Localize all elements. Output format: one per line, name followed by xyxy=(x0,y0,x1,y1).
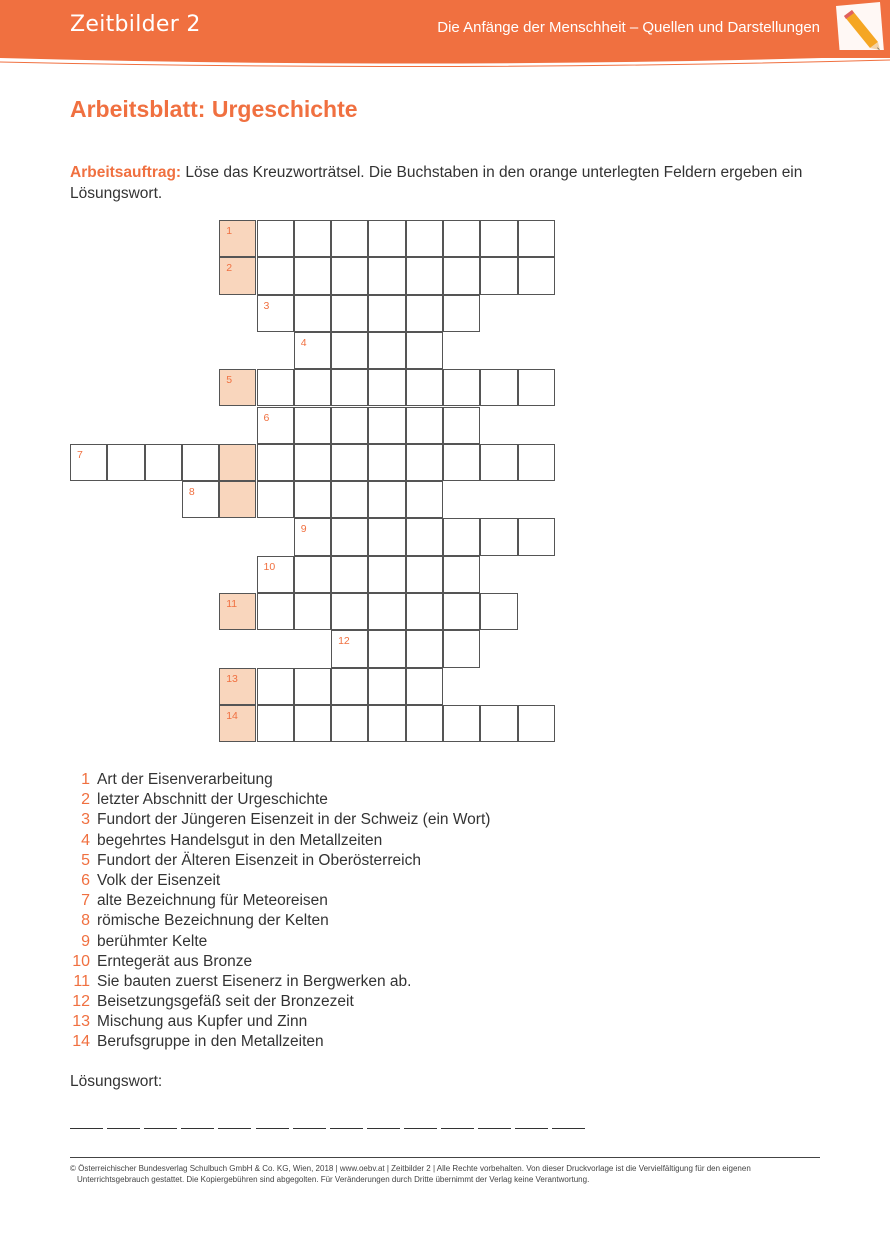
crossword-cell[interactable] xyxy=(331,668,368,705)
crossword-cell[interactable] xyxy=(257,220,294,257)
clue-number: 5 xyxy=(81,851,90,869)
clue-number: 9 xyxy=(81,932,90,950)
clue-text: Sie bauten zuerst Eisenerz in Bergwerken ab. xyxy=(97,972,412,990)
crossword-cell[interactable] xyxy=(182,481,219,518)
clue-item xyxy=(70,952,490,972)
clue-number: 4 xyxy=(300,336,307,349)
clue-item xyxy=(70,871,490,891)
solution-blank[interactable] xyxy=(478,1128,511,1129)
crossword-cell[interactable] xyxy=(406,295,443,332)
crossword-cell[interactable] xyxy=(257,705,294,742)
crossword-cell[interactable] xyxy=(70,444,107,481)
crossword-cell[interactable] xyxy=(518,444,555,481)
clue-text: Berufsgruppe in den Metallzeiten xyxy=(97,1033,324,1051)
solution-blank[interactable] xyxy=(181,1128,214,1129)
crossword-cell[interactable] xyxy=(406,369,443,406)
crossword-cell[interactable] xyxy=(443,593,480,630)
crossword-cell[interactable] xyxy=(182,444,219,481)
clue-number: 6 xyxy=(263,411,270,424)
crossword-cell[interactable] xyxy=(443,257,480,294)
solution-blank[interactable] xyxy=(441,1128,474,1129)
crossword-cell[interactable] xyxy=(368,295,405,332)
crossword-cell[interactable] xyxy=(294,518,331,555)
crossword-cell[interactable] xyxy=(219,593,256,630)
solution-blank[interactable] xyxy=(367,1128,400,1129)
clue-number: 5 xyxy=(226,374,233,387)
crossword-cell[interactable] xyxy=(406,257,443,294)
crossword-cell[interactable] xyxy=(219,257,256,294)
clue-text: Fundort der Älteren Eisenzeit in Oberösterreich xyxy=(97,851,421,869)
crossword-cell[interactable] xyxy=(368,518,405,555)
clue-item xyxy=(70,891,490,911)
crossword-cell[interactable] xyxy=(219,705,256,742)
clue-number: 6 xyxy=(81,871,90,889)
crossword-cell[interactable] xyxy=(331,407,368,444)
crossword-cell[interactable] xyxy=(518,705,555,742)
footer-divider xyxy=(70,1157,820,1158)
clue-list xyxy=(70,770,490,1053)
crossword-cell[interactable] xyxy=(406,630,443,667)
crossword-cell[interactable] xyxy=(294,444,331,481)
crossword-cell[interactable] xyxy=(145,444,182,481)
crossword-cell[interactable] xyxy=(518,220,555,257)
crossword-cell[interactable] xyxy=(406,668,443,705)
crossword-cell[interactable] xyxy=(368,630,405,667)
crossword-cell[interactable] xyxy=(406,518,443,555)
crossword-cell[interactable] xyxy=(406,593,443,630)
crossword-cell[interactable] xyxy=(368,220,405,257)
crossword-cell[interactable] xyxy=(294,332,331,369)
clue-item xyxy=(70,851,490,871)
solution-blank[interactable] xyxy=(107,1128,140,1129)
crossword-cell[interactable] xyxy=(294,481,331,518)
clue-number: 1 xyxy=(226,225,233,237)
crossword-cell[interactable] xyxy=(368,556,405,593)
crossword-cell[interactable] xyxy=(294,593,331,630)
clue-item xyxy=(70,1032,490,1052)
clue-number: 7 xyxy=(81,892,90,910)
crossword-cell[interactable] xyxy=(518,257,555,294)
crossword-cell[interactable] xyxy=(406,705,443,742)
crossword-cell[interactable] xyxy=(443,705,480,742)
clue-number: 13 xyxy=(72,1013,90,1031)
crossword-cell[interactable] xyxy=(219,444,256,481)
clue-number: 10 xyxy=(263,560,276,573)
chapter-subtitle: Die Anfänge der Menschheit – Quellen und Darstellungen xyxy=(437,19,820,36)
solution-blank[interactable] xyxy=(404,1128,437,1129)
crossword-cell[interactable] xyxy=(331,220,368,257)
crossword-cell[interactable] xyxy=(294,556,331,593)
crossword-cell[interactable] xyxy=(480,220,517,257)
crossword-cell[interactable] xyxy=(368,332,405,369)
crossword-cell[interactable] xyxy=(331,593,368,630)
crossword-cell[interactable] xyxy=(518,518,555,555)
crossword-cell[interactable] xyxy=(443,295,480,332)
crossword-cell[interactable] xyxy=(219,369,256,406)
crossword-cell[interactable] xyxy=(331,257,368,294)
clue-number: 12 xyxy=(72,993,90,1011)
clue-item xyxy=(70,831,490,851)
crossword-cell[interactable] xyxy=(406,481,443,518)
crossword-cell[interactable] xyxy=(443,444,480,481)
clue-number: 11 xyxy=(73,972,90,990)
clue-item xyxy=(70,932,490,952)
footer-line: © Österreichischer Bundesverlag Schulbuch GmbH & Co. KG, Wien, 2018 | www.oebv.at | Zeitbilder 2 | Alle Rechte vorbehalten. Von dieser Druckvorlage ist die Vervielfältigung für den eigenen xyxy=(70,1164,751,1173)
crossword-cell[interactable] xyxy=(219,668,256,705)
clue-number: 2 xyxy=(226,262,233,275)
crossword-cell[interactable] xyxy=(257,444,294,481)
clue-number: 14 xyxy=(226,709,238,722)
crossword-cell[interactable] xyxy=(219,481,256,518)
crossword-cell[interactable] xyxy=(257,407,294,444)
crossword-cell[interactable] xyxy=(331,518,368,555)
crossword-cell[interactable] xyxy=(406,444,443,481)
clue-text: Fundort der Jüngeren Eisenzeit in der Schweiz (ein Wort) xyxy=(97,811,491,829)
crossword-cell[interactable] xyxy=(331,705,368,742)
crossword-cell[interactable] xyxy=(406,220,443,257)
solution-label: Lösungswort: xyxy=(70,1073,163,1090)
crossword-cell[interactable] xyxy=(518,369,555,406)
crossword-cell[interactable] xyxy=(294,295,331,332)
crossword-cell[interactable] xyxy=(107,444,144,481)
crossword-cell[interactable] xyxy=(443,630,480,667)
crossword-cell[interactable] xyxy=(443,407,480,444)
clue-number: 3 xyxy=(263,299,270,312)
clue-text: Art der Eisenverarbeitung xyxy=(97,771,273,788)
clue-number: 12 xyxy=(338,635,350,648)
crossword-cell[interactable] xyxy=(257,556,294,593)
crossword-cell[interactable] xyxy=(406,556,443,593)
solution-blank[interactable] xyxy=(144,1128,177,1129)
solution-blank[interactable] xyxy=(218,1128,251,1129)
crossword-cell[interactable] xyxy=(480,444,517,481)
crossword-cell[interactable] xyxy=(443,556,480,593)
clue-item xyxy=(70,790,490,810)
crossword-cell[interactable] xyxy=(257,668,294,705)
clue-number: 2 xyxy=(81,791,90,809)
clue-text: Mischung aus Kupfer und Zinn xyxy=(97,1013,308,1031)
crossword-cell[interactable] xyxy=(257,369,294,406)
solution-blank[interactable] xyxy=(70,1128,103,1129)
solution-blank[interactable] xyxy=(330,1128,363,1129)
crossword-cell[interactable] xyxy=(406,407,443,444)
solution-blank[interactable] xyxy=(515,1128,548,1129)
clue-item xyxy=(70,770,490,790)
crossword-cell[interactable] xyxy=(294,220,331,257)
crossword-cell[interactable] xyxy=(294,407,331,444)
clue-text: Volk der Eisenzeit xyxy=(97,871,221,889)
crossword-cell[interactable] xyxy=(368,444,405,481)
crossword-cell[interactable] xyxy=(480,369,517,406)
crossword-cell[interactable] xyxy=(368,369,405,406)
crossword-cell[interactable] xyxy=(331,556,368,593)
clue-number: 7 xyxy=(77,448,83,461)
solution-blank[interactable] xyxy=(552,1128,585,1129)
clue-text: begehrtes Handelsgut in den Metallzeiten xyxy=(97,831,383,849)
crossword-cell[interactable] xyxy=(219,220,256,257)
crossword-cell[interactable] xyxy=(257,593,294,630)
clue-text: alte Bezeichnung für Meteoreisen xyxy=(97,892,328,910)
crossword-cell[interactable] xyxy=(368,668,405,705)
crossword-cell[interactable] xyxy=(331,444,368,481)
footer-line: Unterrichtsgebrauch gestattet. Die Kopiergebühren sind abgegolten. Für Veränderungen durch Dritte übernimmt der Verlag keine Verantwortung. xyxy=(77,1175,590,1184)
crossword-cell[interactable] xyxy=(443,369,480,406)
crossword-cell[interactable] xyxy=(331,332,368,369)
crossword-cell[interactable] xyxy=(294,705,331,742)
solution-blank[interactable] xyxy=(293,1128,326,1129)
crossword-cell[interactable] xyxy=(480,518,517,555)
crossword-cell[interactable] xyxy=(368,257,405,294)
crossword-cell[interactable] xyxy=(294,369,331,406)
crossword-cell[interactable] xyxy=(443,220,480,257)
clue-text: römische Bezeichnung der Kelten xyxy=(97,912,329,930)
crossword-cell[interactable] xyxy=(480,257,517,294)
clue-text: Beisetzungsgefäß seit der Bronzezeit xyxy=(97,993,354,1011)
crossword-cell[interactable] xyxy=(443,518,480,555)
clue-item xyxy=(70,1012,490,1032)
crossword-cell[interactable] xyxy=(368,593,405,630)
clue-number: 10 xyxy=(72,952,90,970)
book-title: Zeitbilder 2 xyxy=(70,12,201,37)
crossword-cell[interactable] xyxy=(368,705,405,742)
clue-number: 11 xyxy=(226,598,238,610)
clue-number: 3 xyxy=(81,811,90,829)
clue-number: 9 xyxy=(300,523,307,536)
crossword-cell[interactable] xyxy=(480,705,517,742)
instruction-label: Arbeitsauftrag: xyxy=(70,164,182,181)
crossword-cell[interactable] xyxy=(257,481,294,518)
clue-text: Erntegerät aus Bronze xyxy=(97,952,253,970)
clue-item xyxy=(70,810,490,830)
crossword-cell[interactable] xyxy=(331,630,368,667)
clue-item xyxy=(70,911,490,931)
crossword-cell[interactable] xyxy=(331,295,368,332)
crossword-cell[interactable] xyxy=(406,332,443,369)
crossword-cell[interactable] xyxy=(331,481,368,518)
crossword-cell[interactable] xyxy=(257,295,294,332)
instruction-text: Löse das Kreuzworträtsel. Die Buchstaben in den orange unterlegten Feldern ergeben ein Lösungswort. xyxy=(70,164,803,202)
clue-number: 14 xyxy=(72,1033,90,1051)
clue-item xyxy=(70,992,490,1012)
page-title: Arbeitsblatt: Urgeschichte xyxy=(70,96,358,122)
crossword-cell[interactable] xyxy=(294,668,331,705)
clue-number: 8 xyxy=(188,486,195,499)
crossword-cell[interactable] xyxy=(368,481,405,518)
clue-text: berühmter Kelte xyxy=(97,932,208,950)
crossword-cell[interactable] xyxy=(368,407,405,444)
clue-number: 1 xyxy=(81,771,90,788)
crossword-cell[interactable] xyxy=(294,257,331,294)
clue-number: 8 xyxy=(81,912,90,930)
crossword-cell[interactable] xyxy=(480,593,517,630)
clue-number: 4 xyxy=(81,831,90,849)
footer xyxy=(70,1163,820,1185)
clue-item xyxy=(70,972,490,992)
crossword-cell[interactable] xyxy=(331,369,368,406)
solution-blank[interactable] xyxy=(256,1128,289,1129)
crossword-cell[interactable] xyxy=(257,257,294,294)
clue-number: 13 xyxy=(226,672,238,685)
clue-text: letzter Abschnitt der Urgeschichte xyxy=(97,791,328,809)
